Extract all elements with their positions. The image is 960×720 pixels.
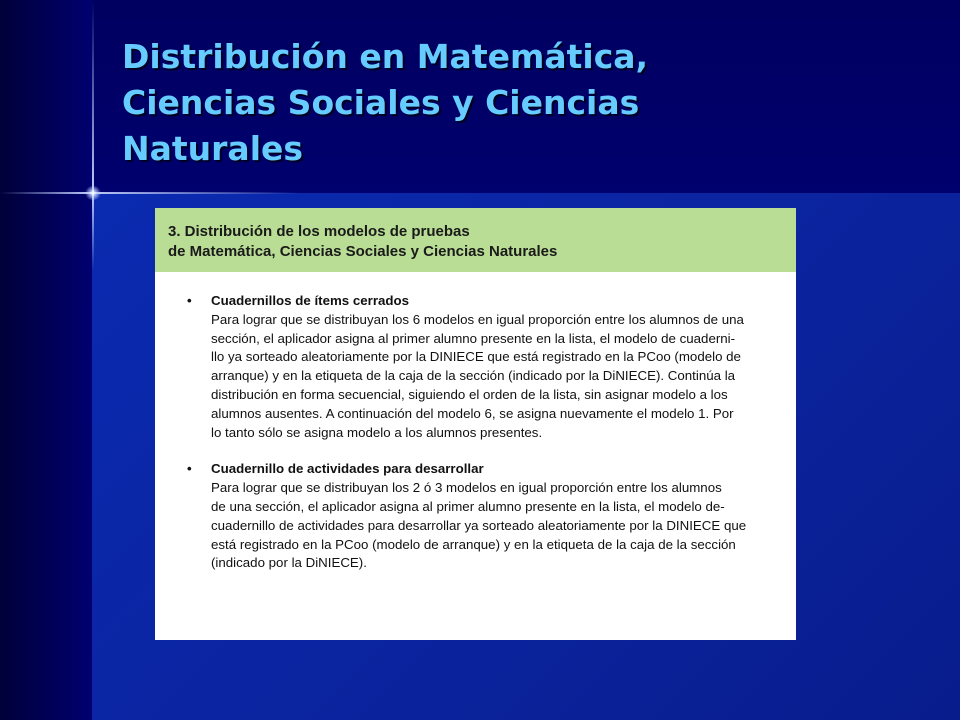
list-item-title: Cuadernillo de actividades para desarrollar xyxy=(211,461,484,477)
paragraph-line: cuadernillo de actividades para desarrollar ya sorteado aleatoriamente por la DINIECE que xyxy=(211,517,747,533)
sparkle-star-icon xyxy=(85,186,101,200)
slide-title-line: Ciencias Sociales y Ciencias xyxy=(122,83,640,122)
sparkle-horizontal-ray xyxy=(0,192,300,194)
list-item xyxy=(187,292,778,442)
paragraph-line: Para lograr que se distribuyan los 2 ó 3 modelos en igual proporción entre los alumnos xyxy=(211,480,722,496)
paragraph-line: está registrado en la PCoo (modelo de arranque) y en la etiqueta de la caja de la sección xyxy=(211,536,736,552)
slide-title-line: Distribución en Matemática, xyxy=(122,37,649,76)
slide-title-line: Naturales xyxy=(122,129,304,168)
paragraph-line: de una sección, el aplicador asigna al primer alumno presente en la lista, el modelo de- xyxy=(211,498,725,514)
paragraph-line: arranque) y en la etiqueta de la caja de la sección (indicado por la DiNIECE). Continúa la xyxy=(211,368,736,384)
sparkle-vertical-ray xyxy=(92,0,94,270)
paragraph-line: alumnos ausentes. A continuación del modelo 6, se asigna nuevamente el modelo 1. Por xyxy=(211,405,734,421)
paragraph-line: llo ya sorteado aleatoriamente por la DINIECE que está registrado en la PCoo (modelo de xyxy=(211,349,741,365)
document-excerpt xyxy=(155,208,796,640)
paragraph-line: Para lograr que se distribuyan los 6 modelos en igual proporción entre los alumnos de una xyxy=(211,311,744,327)
paragraph-line: sección, el aplicador asigna al primer alumno presente en la lista, el modelo de cuaderni- xyxy=(211,330,736,346)
list-item-title: Cuadernillos de ítems cerrados xyxy=(211,293,410,308)
background-left-band xyxy=(0,0,92,720)
paragraph-line: (indicado por la DiNIECE). xyxy=(211,555,367,571)
slide-title xyxy=(122,34,942,172)
section-header-line: de Matemática, Ciencias Sociales y Ciencias Naturales xyxy=(168,243,558,260)
section-body xyxy=(155,272,796,573)
bullet-icon: • xyxy=(187,293,192,308)
bullet-icon: • xyxy=(187,461,192,477)
list-item xyxy=(187,460,778,573)
paragraph-line: lo tanto sólo se asigna modelo a los alumnos presentes. xyxy=(211,424,543,440)
section-header xyxy=(155,208,796,272)
paragraph-line: distribución en forma secuencial, siguiendo el orden de la lista, sin asignar modelo a los xyxy=(211,386,728,402)
section-header-line: 3. Distribución de los modelos de pruebas xyxy=(168,223,470,240)
